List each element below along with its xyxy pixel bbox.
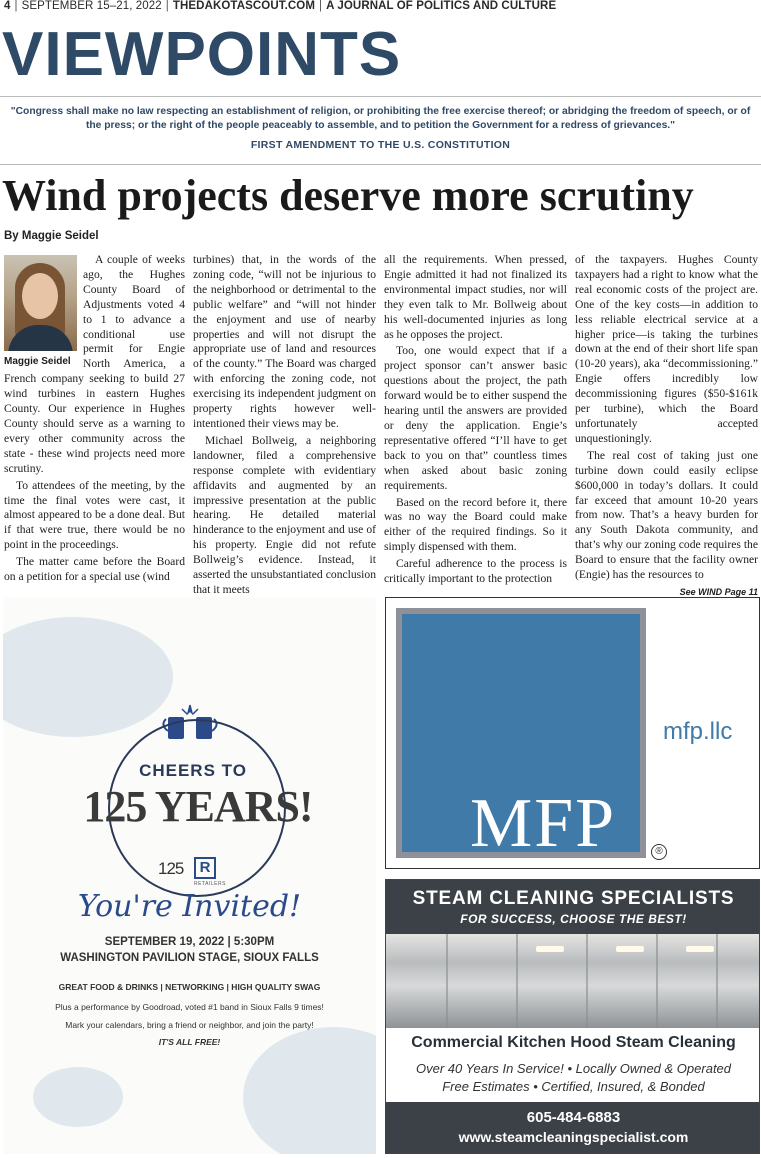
journal-tagline: A JOURNAL OF POLITICS AND CULTURE — [326, 0, 557, 12]
kitchen-hood-photo — [386, 934, 760, 1028]
article-paragraph: all the requirements. When pressed, Engie admitted it had not finalized its environmental impact studies, nor will they even talk to Mr. Bollweig about his well-documented injuries as long as he opposes the project. — [384, 253, 567, 341]
event-performance: Plus a performance by Goodroad, voted #1 band in Sioux Falls 9 times! — [55, 1002, 324, 1012]
photo-caption: Maggie Seidel — [4, 356, 71, 367]
article-byline: By Maggie Seidel — [4, 230, 99, 242]
article-paragraph: The real cost of taking just one turbine down could easily eclipse $600,000 in today’s dollars. It could far exceed that amount 10-20 years from now. That’s a heavy burden for any South Dakota community, and that’s why our zoning code requires the Board to ensure that the facility owner (Engie) has the resources to — [575, 448, 758, 582]
invited-heading: You're Invited! — [77, 889, 302, 924]
folio-line: 4 | SEPTEMBER 15–21, 2022 | THEDAKOTASCOUT.COM | A JOURNAL OF POLITICS AND CULTURE — [4, 0, 557, 12]
mfp-url[interactable]: mfp.llc — [663, 718, 733, 745]
author-portrait — [4, 255, 77, 351]
article-paragraph: Too, one would expect that if a project sponsor can’t answer basic questions about the project, the path forward would be to either suspend the hearing until the answers are provided or deny the application. Engie’s representative offered “I’ll have to get back to you on that” countless times when asked about basic zoning requirements. — [384, 344, 567, 492]
steam-website[interactable]: www.steamcleaningspecialist.com — [458, 1129, 689, 1145]
article-paragraph: of the taxpayers. Hughes County taxpayers had a right to know what the real economic costs of the project are. One of the key costs—in addition to less reliable electrical service at a higher price—is taking the turbines down at the end of their short life span (10-20 years), aka “decommissioning.” Engie offers incredibly low decommissioning figures ($50-$161k per turbine), which the Board unfortunately accepted unquestioningly. — [575, 253, 758, 445]
article-paragraph: The matter came before the Board on a petition for a special use (wind — [4, 555, 185, 584]
mfp-logo-frame — [396, 608, 646, 862]
event-free: IT'S ALL FREE! — [158, 1037, 221, 1047]
article-paragraph: Based on the record before it, there was no way the Board could make either of the required findings. So it simply dispensed with them. — [384, 495, 567, 554]
steam-service: Commercial Kitchen Hood Steam Cleaning — [411, 1034, 736, 1051]
amendment-source: FIRST AMENDMENT TO THE U.S. CONSTITUTION — [250, 139, 511, 151]
section-title: VIEWPOINTS — [2, 20, 402, 89]
years-label: 125 YEARS! — [83, 782, 313, 831]
article-paragraph: A couple of weeks ago, the Hughes County Board of Adjustments voted 4 to 1 to advance a conditional use permit for Engie North America, a French company seeking to build 27 wind turbines in eastern Hughes County. Our experience in Hughes County should serve as a warning to every other community across the state - these wind projects need more scrutiny. — [4, 253, 185, 475]
cheers-label: CHEERS TO — [139, 761, 247, 780]
article-column-4 — [575, 253, 758, 600]
steam-phone[interactable]: 605-484-6883 — [526, 1109, 621, 1126]
steam-header — [386, 880, 760, 934]
retailers-logo — [158, 857, 248, 887]
jump-link[interactable]: See WIND Page 11 — [679, 586, 758, 597]
ad-steam-cleaning[interactable] — [385, 879, 760, 1154]
steam-tagline: FOR SUCCESS, CHOOSE THE BEST! — [460, 912, 687, 926]
author-photo — [4, 255, 77, 370]
steam-title: STEAM CLEANING SPECIALISTS — [412, 888, 735, 909]
event-mark: Mark your calendars, bring a friend or neighbor, and join the party! — [65, 1020, 314, 1030]
article-paragraph: turbines) that, in the words of the zoning code, “will not be injurious to the neighborhood or detrimental to the public welfare” and “will not hinder the enjoyment and use of nearby properties and will not disrupt the appropriate use of land and resources of the county.” The Board was charged with enforcing the zoning code, not exercising its independent judgment on property rights however well-intentioned their views may be. — [193, 253, 376, 430]
article-column-3 — [384, 253, 567, 589]
page-number: 4 — [4, 0, 11, 12]
issue-date: SEPTEMBER 15–21, 2022 — [21, 0, 162, 12]
ad-mfp[interactable] — [385, 597, 760, 869]
event-date: SEPTEMBER 19, 2022 | 5:30PM — [104, 936, 275, 948]
registered-icon: ® — [651, 844, 667, 860]
logo-letter: R — [194, 857, 216, 879]
divider — [0, 96, 761, 97]
logo-number: 125 — [158, 859, 184, 878]
article-paragraph: Careful adherence to the process is critically important to the protection — [384, 557, 567, 586]
article-paragraph: To attendees of the meeting, by the time the final votes were cast, it almost appeared to be a done deal. But if that were true, there would be no point in the proceedings. — [4, 478, 185, 552]
article-column-2 — [193, 253, 376, 600]
article-column-1 — [4, 253, 185, 587]
logo-sub: RETAILERS — [194, 881, 226, 887]
ad-anniversary-invite[interactable] — [3, 597, 376, 1154]
article-paragraph: Michael Bollweig, a neighboring landowner, filed a comprehensive response complete with evidentiary affidavits and augmented by an impressive presentation at the public hearing. He detailed material hinderance to the enjoyment and use of his property. Engie did not refute Bollweig’s evidence. Instead, it asserted the unsubstantiated conclusion that it meets — [193, 433, 376, 596]
amendment-quote: "Congress shall make no law respecting an establishment of religion, or prohibiting the free exercise thereof; or abridging the freedom of speech, or of the press; or the right of the people peaceably to assemble, and to petition the Government for a redress of grievances." — [10, 106, 751, 131]
steam-info-1: Over 40 Years In Service! • Locally Owned & Operated — [415, 1061, 732, 1076]
article-headline: Wind projects deserve more scrutiny — [2, 171, 694, 220]
site-link[interactable]: THEDAKOTASCOUT.COM — [172, 0, 316, 12]
divider — [0, 164, 761, 165]
event-venue: WASHINGTON PAVILION STAGE, SIOUX FALLS — [60, 952, 319, 964]
mfp-logo-text: MFP — [470, 785, 617, 862]
steam-info-2: Free Estimates • Certified, Insured, & Bonded — [442, 1079, 705, 1094]
steam-contact — [386, 1102, 760, 1154]
event-features: GREAT FOOD & DRINKS | NETWORKING | HIGH QUALITY SWAG — [58, 982, 321, 992]
